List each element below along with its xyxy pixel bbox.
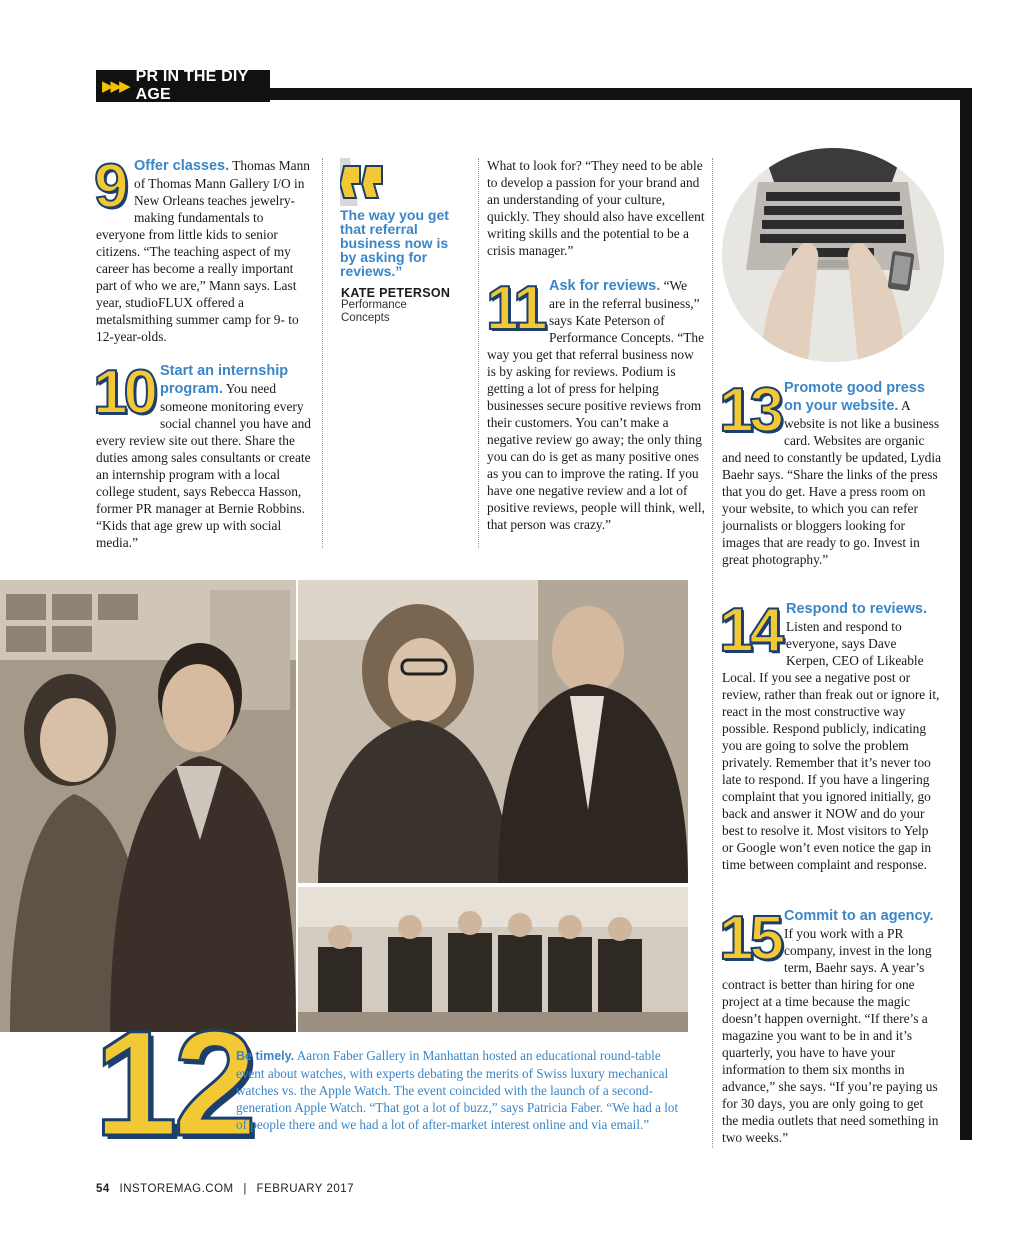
tip-10 — [96, 362, 314, 551]
footer-separator: | — [243, 1183, 247, 1195]
section-title: PR IN THE DIY AGE — [135, 68, 249, 103]
tip-11-intro: What to look for? “They need to be able to develop a passion for your brand and an understanding of your culture, quickly. They should also have excellent writing skills and the potential to be a crisis manager.” — [487, 158, 705, 258]
column-divider — [322, 158, 323, 548]
photo-caption — [236, 1047, 692, 1133]
tip-heading: Offer classes. — [134, 158, 230, 174]
tip-number: 11 — [486, 274, 544, 343]
tip-number: 15 — [719, 904, 780, 973]
tip-number: 13 — [719, 376, 780, 445]
column-divider — [712, 158, 713, 1148]
tip-body: “We are in the referral business,” says Kate Peterson of Performance Concepts. “The way you get that referral business now is by asking for reviews. Podium is getting a lot of press for helping businesses secure positive reviews from their customers. You can’t make a negative review go away; the only thing you can do is get as many positive ones as you can to improve the rating. If you have one negative review and a lot of positive reviews, people will think, well, that person was crazy.” — [487, 278, 705, 532]
tip-heading: Start an internship program. — [160, 363, 289, 397]
tip-heading: Respond to reviews. — [786, 601, 928, 617]
tip-body: Listen and respond to everyone, says Dave Kerpen, CEO of Likeable Local. If you see a negative post or review, rather than freak out or ignore it, react in the most constructive way possible. Respond publicly, indicating you are going to solve the problem privately. Remember that it’s never too late to respond. If you have a lingering complaint that you ignored initially, go back and answer it NOW and do your best to resolve it. Most visitors to Yelp or Google won’t even notice the gap in time between complaint and response. — [722, 619, 940, 872]
tip-body: Thomas Mann of Thomas Mann Gallery I/O in New Orleans teaches jewelry-making fundamentals to everyone from little kids to senior citizens. “The teaching aspect of my career has become a really important part of who we are,” Mann says. Last year, studioFLUX offered a metalsmithing summer camp for 9- to 12-year-olds. — [96, 158, 310, 344]
arrow-icons: ▶▶▶ — [102, 77, 128, 95]
tip-body: If you work with a PR company, invest in the long term, Baehr says. A year’s contract is better than hiring for one project at a time because the magic doesn’t happen overnight. “If there’s a magazine you want to be in and it’s quarterly, you have to have your information to them six months in advance,” she says. “If you’re paying us for 30 days, you are only going to get the media outlets that need something in two weeks.” — [722, 926, 939, 1145]
quote-icon — [340, 158, 388, 206]
tip-number: 14 — [719, 596, 780, 665]
couple-photo — [0, 580, 296, 1032]
conversation-photo — [298, 580, 688, 883]
page-number: 54 — [96, 1183, 110, 1195]
quote-attribution-name: KATE PETERSON — [341, 286, 451, 300]
tip-heading: Commit to an agency. — [784, 908, 934, 924]
tip-number: 10 — [93, 358, 154, 427]
quote-attribution-org: Performance Concepts — [341, 299, 407, 324]
tip-body: You need someone monitoring every social channel you have and every review site out there. Share the duties among sales consultants or create an internship program with a local college student, says Rebecca Hasson, former PR manager at Bernie Robbins. “Kids that age grew up with social media.” — [96, 381, 311, 550]
laptop-photo — [722, 148, 944, 362]
panel-photo — [298, 887, 688, 1032]
tip-heading: Promote good press on your website. — [784, 380, 925, 414]
tip-number-12: 12 — [94, 999, 253, 1167]
tip-14 — [722, 600, 942, 873]
site-name: INSTOREMAG.COM — [119, 1183, 234, 1195]
page-footer — [96, 1183, 354, 1195]
tip-heading: Be timely. — [236, 1049, 295, 1063]
right-rule — [960, 88, 972, 1140]
header-rule — [268, 88, 972, 100]
tip-body: A website is not like a business card. Websites are organic and need to constantly be updated, Lydia Baehr says. “Share the links of the press that you do get. Have a press room on your website, to which you can refer journalists or bloggers looking for images that are ready to go. Invest in great photography.” — [722, 398, 942, 567]
tip-11 — [486, 274, 705, 533]
tip-13 — [722, 379, 942, 568]
tip-9 — [94, 152, 314, 345]
pull-quote: The way you get that referral business now is by asking for reviews.” — [340, 207, 449, 279]
column-divider — [478, 158, 479, 548]
issue-date: FEBRUARY 2017 — [256, 1183, 355, 1195]
tip-15 — [722, 907, 942, 1146]
tip-heading: Ask for reviews. — [549, 278, 661, 294]
tip-body: Aaron Faber Gallery in Manhattan hosted an educational round-table event about watches, with experts debating the merits of Swiss luxury mechanical watches vs. the Apple Watch. The event coincided with the launch of a second-generation Apple Watch. “That got a lot of buzz,” says Patricia Faber. “We had a lot of people there and we had a lot of after-market interest online and via email.” — [236, 1048, 679, 1132]
section-tag — [96, 70, 270, 102]
tip-number: 9 — [94, 152, 125, 221]
